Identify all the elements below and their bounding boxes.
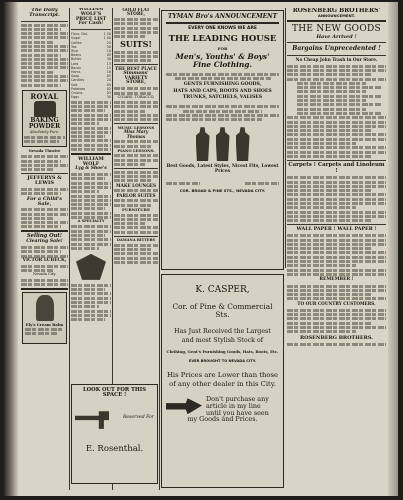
tyman-header: TYMAN Bro's ANNOUNCEMENT <box>167 13 278 20</box>
price-item-value: 10 <box>106 49 111 54</box>
price-table <box>71 32 111 99</box>
price-item-name: Hams <box>71 70 81 75</box>
portrait-engraving <box>36 295 54 321</box>
cannon-illustration <box>75 407 109 429</box>
casper-pointing-block <box>166 396 279 416</box>
price-item-name: Tea <box>71 44 77 49</box>
royal-powder: POWDER <box>28 123 61 131</box>
coat-illustration <box>216 127 230 161</box>
royal-tagline: Absolutely Pure. <box>29 129 60 134</box>
tyman-address: COR. BROAD & PINE STS., NEVADA CITY. <box>179 188 266 194</box>
casper-line7: Don't purchase any <box>206 395 269 404</box>
make-lounges: MAKE LOUNGES <box>115 182 157 188</box>
price-item-value: 03 <box>106 91 111 96</box>
wolf-header: WILLIAM WOLF'S <box>78 8 104 17</box>
clearing-sale: Clearing Sale! <box>26 238 63 244</box>
price-item-value: 02 <box>106 86 111 91</box>
lookout-title: LOOK OUT FOR THIS SPACE ! <box>83 387 146 399</box>
furniture: FURNITURE <box>121 207 151 213</box>
price-item-name: Butter <box>71 57 82 62</box>
royal-baking: BAKING <box>30 117 59 124</box>
tyman-bros-ad <box>161 10 284 270</box>
tyman-for: FOR <box>217 45 228 51</box>
for-cash: For Cash! <box>78 21 104 27</box>
casper-line5: His Prices are Lower than those <box>167 370 278 379</box>
casper-name: K. CASPER, <box>195 285 250 295</box>
casper-line2: and most Stylish Stock of <box>181 336 264 344</box>
casper-corner: Cor. of Pine & Commercial Sts. <box>172 302 273 320</box>
gents-furnishing: GENTS FURNISHING GOODS, <box>183 81 262 87</box>
column-rule <box>69 8 70 490</box>
royal-title: ROYAL <box>30 91 59 101</box>
mens-youths-boys: Men's, Youths' & Boys' <box>175 52 270 62</box>
price-item-name: Potatoes <box>71 86 86 91</box>
price-item-name: Eggs <box>71 95 79 100</box>
remember-heading: REMEMBER ! <box>319 276 354 282</box>
wall-paper-heading: WALL PAPER ! WALL PAPER ! <box>296 226 377 233</box>
clothing-illustrations <box>166 127 279 161</box>
price-item-value: 1 50 <box>103 32 111 37</box>
casper-line8: article in my line <box>206 401 261 410</box>
price-item-value: 25 <box>106 40 111 45</box>
column-rule <box>159 8 160 490</box>
casper-line9: until you have seen <box>206 408 269 417</box>
nevada-theatre: Nevada Theatre <box>28 149 61 154</box>
rosenthal-name: E. Rosenthal. <box>85 443 144 454</box>
lookout-ad <box>71 384 158 484</box>
casper-line1: Has Just Received the Largest <box>174 327 271 335</box>
price-item-name: Salt <box>71 82 78 87</box>
binding-spine <box>4 2 18 496</box>
reserved-for: Reserved For <box>122 414 154 420</box>
price-item-value: 1 00 <box>103 36 111 41</box>
price-item-value: 18 <box>106 70 111 75</box>
coat-illustration <box>196 127 210 161</box>
suits-heading: SUITS! <box>120 39 152 50</box>
baking-can-image <box>34 101 56 117</box>
rosenberg-footer: ROSENBERG BROTHERS. <box>299 335 374 342</box>
news-text-block <box>21 24 68 87</box>
price-item-value: 30 <box>106 95 111 100</box>
newspaper-page <box>4 2 398 496</box>
jefferys-title: JEFFERYS & LEWIS <box>27 175 62 187</box>
column-rule <box>285 8 286 268</box>
leading-house: THE LEADING HOUSE <box>168 33 277 44</box>
price-item-name: Flour, Dst. <box>71 32 88 37</box>
no-cheap-john: No Cheap John Trash in Our Store. <box>295 57 378 63</box>
lubeck-name: VICTOR LUBECK, <box>22 257 67 263</box>
gold-flat-header: GOLD FLAT STORE, <box>122 8 150 17</box>
variety-store: VARIETY STORE, <box>124 75 148 86</box>
tyman-footer <box>166 180 279 186</box>
price-item-name: Coffee <box>71 40 82 45</box>
rosenberg-announcement: ANNOUNCEMENT. <box>317 13 356 19</box>
price-item-name: Onions <box>71 91 83 96</box>
price-item-name: Rice <box>71 49 79 54</box>
rosenberg-header: ROSENBERG BROTHERS' <box>292 8 381 14</box>
price-item-value: 30 <box>106 57 111 62</box>
hats-caps: HATS AND CAPS, BOOTS AND SHOES <box>173 88 272 94</box>
price-row <box>71 95 111 99</box>
ely-title: Ely's Cream Balm <box>25 321 64 327</box>
tyman-slogan: EVERY ONE KNOWS WE ARE <box>188 26 257 32</box>
simmons: Simmons' <box>123 70 149 76</box>
have-arrived: Have Arrived ! <box>316 33 357 40</box>
best-goods-line: Best Goods, Latest Styles, Nicest Fits, Lowest Prices <box>166 164 279 174</box>
price-item-name: Sugar <box>71 36 81 41</box>
lookout-body <box>75 407 154 429</box>
new-goods: THE NEW GOODS <box>291 24 382 35</box>
best-place: THE BEST PLACE <box>115 66 157 72</box>
price-item-value: 15 <box>106 61 111 66</box>
price-item-value: 05 <box>106 53 111 58</box>
price-list-title: PRICE LIST <box>75 16 107 22</box>
coat-illustration <box>236 127 250 161</box>
next-page-edge <box>388 2 398 496</box>
k-casper-ad <box>161 274 284 488</box>
price-item-name: Soap <box>71 74 80 79</box>
ely-cream-balm-ad <box>22 292 67 344</box>
bargains: Bargains Unprecedented ! <box>292 44 381 52</box>
trunks-satchels: TRUNKS, SATCHELS, VALISES <box>182 95 263 101</box>
price-item-value: 05 <box>106 74 111 79</box>
price-item-value: 15 <box>106 65 111 70</box>
specialty: A SPECIALTY <box>77 219 105 224</box>
selling-out: Selling Out! <box>26 233 63 240</box>
music-lessons: MUSIC LESSONS <box>117 125 155 131</box>
price-item-name: Beans <box>71 53 82 58</box>
damana-bitters: DAMANA BITTERS <box>116 237 156 242</box>
tobacco: CIGARS, TOBACCO, <box>117 95 155 100</box>
price-item-name: Candles <box>71 78 85 83</box>
parlor-suites: PARLOR SUITES <box>116 192 156 198</box>
lubeck-place: Nevada City. <box>32 272 57 277</box>
childs-sale: For a Child's Sale, <box>26 195 63 207</box>
casper-line4: EVER BROUGHT TO NEVADA CITY. <box>188 359 257 364</box>
wolf2-line: Lyg & Shoe's <box>75 166 107 172</box>
country-customers-heading: TO OUR COUNTRY CUSTOMERS. <box>297 301 376 307</box>
eagle-engraving <box>76 254 106 280</box>
fine-clothing: Fine Clothing. <box>192 59 253 69</box>
royal-baking-ad <box>22 90 67 148</box>
casper-tagline <box>202 396 279 416</box>
pointing-hand-icon <box>166 398 202 414</box>
casper-line3: Clothing, Gent's Furnishing Goods, Hats, Boots, Etc. <box>166 349 279 355</box>
casper-line6: of any other dealer in this City. <box>169 380 276 389</box>
casper-line10: my Goods and Prices. <box>187 415 258 424</box>
carpets-heading: Carpets ! Carpets and Linoleum ! <box>288 161 385 174</box>
piano-lessons: PIANO LESSONS. <box>117 147 155 153</box>
rosenberg-bros-column <box>287 8 386 492</box>
price-item-name: Lard <box>71 61 79 66</box>
price-item-value: 05 <box>106 82 111 87</box>
miss-mary-thomas: Miss Mary Thomas <box>123 129 149 139</box>
price-item-value: 20 <box>106 78 111 83</box>
masthead: The Daily Transcript. <box>29 8 60 19</box>
price-item-value: 50 <box>106 44 111 49</box>
price-item-name: Bacon <box>71 65 82 70</box>
wolf2-title: WILLIAM WOLF <box>78 156 104 168</box>
left-column <box>21 8 68 492</box>
